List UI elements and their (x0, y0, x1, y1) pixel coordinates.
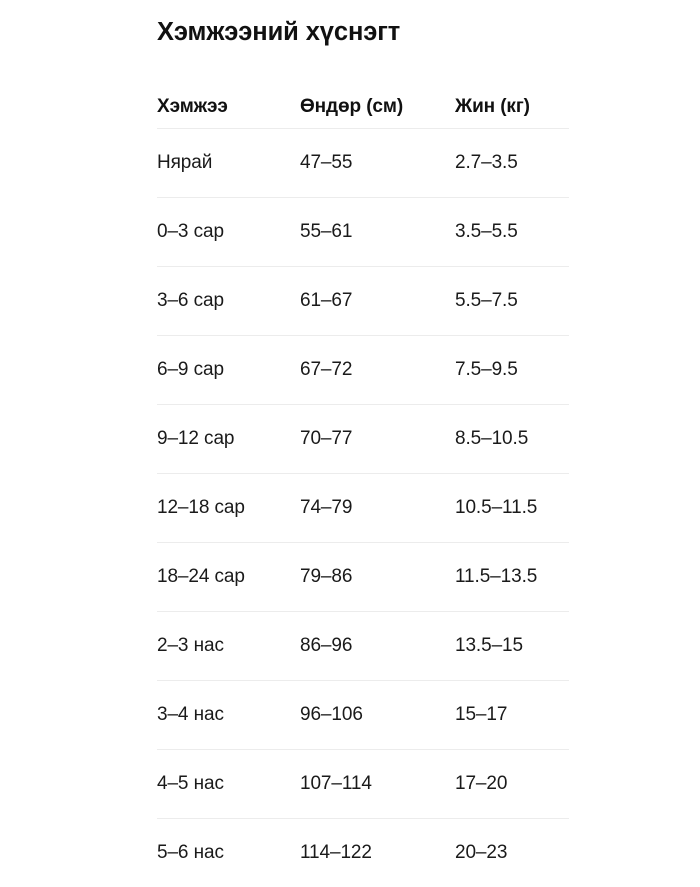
cell-size: 3–4 нас (157, 680, 300, 749)
column-header-height: Өндөр (см) (300, 86, 455, 129)
cell-weight: 11.5–13.5 (455, 542, 569, 611)
table-row (157, 266, 569, 335)
cell-weight: 17–20 (455, 749, 569, 818)
cell-weight: 8.5–10.5 (455, 404, 569, 473)
table-row (157, 128, 569, 197)
cell-size: 12–18 сар (157, 473, 300, 542)
size-chart-table (157, 86, 569, 887)
cell-weight: 2.7–3.5 (455, 128, 569, 197)
cell-height: 107–114 (300, 749, 455, 818)
cell-height: 96–106 (300, 680, 455, 749)
cell-size: 18–24 сар (157, 542, 300, 611)
cell-size: 0–3 сар (157, 197, 300, 266)
cell-height: 79–86 (300, 542, 455, 611)
table-header (157, 86, 569, 129)
column-header-weight: Жин (кг) (455, 86, 569, 129)
table-body (157, 128, 569, 887)
column-header-size: Хэмжээ (157, 86, 300, 129)
cell-weight: 3.5–5.5 (455, 197, 569, 266)
table-row (157, 611, 569, 680)
cell-height: 61–67 (300, 266, 455, 335)
cell-weight: 10.5–11.5 (455, 473, 569, 542)
cell-size: 3–6 сар (157, 266, 300, 335)
cell-weight: 5.5–7.5 (455, 266, 569, 335)
cell-size: 6–9 сар (157, 335, 300, 404)
cell-height: 55–61 (300, 197, 455, 266)
table-row (157, 473, 569, 542)
table-row (157, 818, 569, 887)
table-row (157, 749, 569, 818)
cell-height: 67–72 (300, 335, 455, 404)
table-row (157, 404, 569, 473)
table-row (157, 197, 569, 266)
cell-height: 86–96 (300, 611, 455, 680)
cell-size: 5–6 нас (157, 841, 224, 863)
cell-height: 74–79 (300, 473, 455, 542)
table-row (157, 680, 569, 749)
cell-weight: 13.5–15 (455, 611, 569, 680)
cell-weight: 7.5–9.5 (455, 335, 569, 404)
table-row (157, 542, 569, 611)
content-column (157, 0, 569, 887)
cell-height: 114–122 (300, 841, 372, 863)
cell-height: 47–55 (300, 128, 455, 197)
cell-size: 9–12 сар (157, 404, 300, 473)
cell-size: 2–3 нас (157, 611, 300, 680)
table-row (157, 335, 569, 404)
cell-weight: 20–23 (455, 841, 508, 863)
cell-size: 4–5 нас (157, 749, 300, 818)
cell-height: 70–77 (300, 404, 455, 473)
cell-weight: 15–17 (455, 680, 569, 749)
table-header-row (157, 86, 569, 129)
page-title: Хэмжээний хүснэгт (157, 18, 401, 46)
cell-size: Нярай (157, 128, 300, 197)
